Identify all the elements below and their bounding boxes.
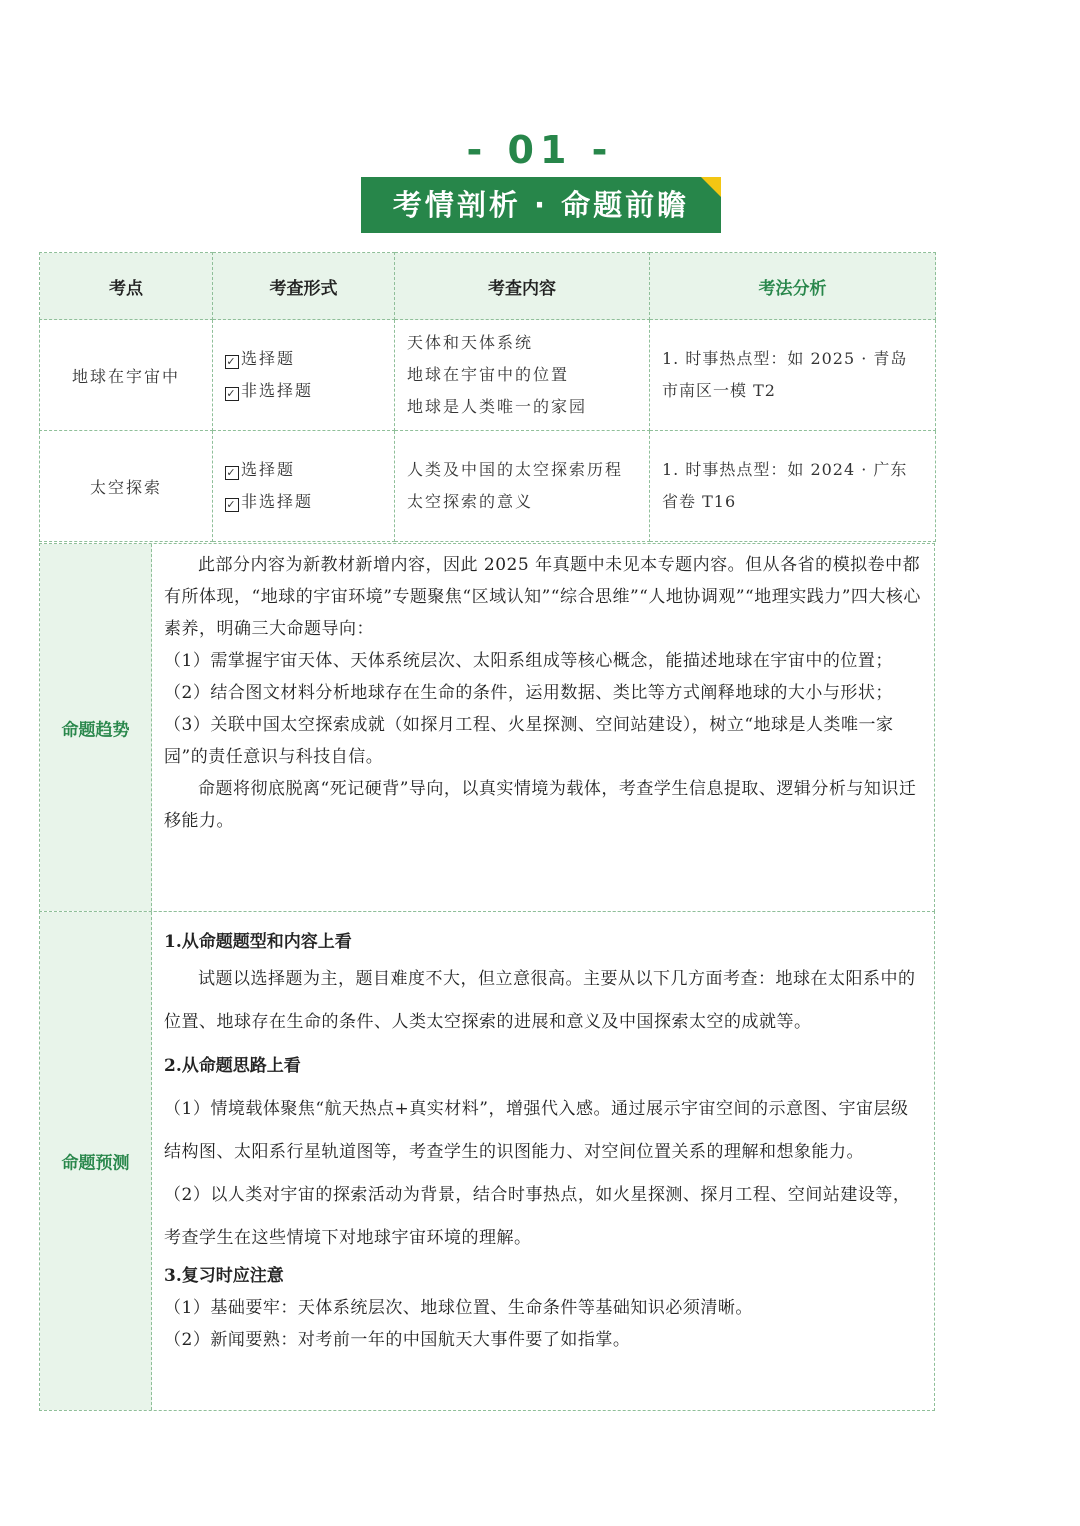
analysis-text: 1. 时事热点型：如 2024 · 广东省卷 T16 [662, 460, 908, 511]
checked-box-icon: ✓ [226, 498, 238, 511]
section-number: - 01 - [466, 128, 614, 172]
form-item: ✓ 选择题 [226, 349, 296, 368]
header-analysis: 考法分析 [650, 253, 936, 320]
form-item: ✓ 选择题 [226, 460, 296, 479]
header-topic: 考点 [40, 253, 213, 320]
content-item: 天体和天体系统 [407, 333, 534, 352]
content-item: 地球是人类唯一的家园 [407, 397, 588, 416]
analysis-text: 1. 时事热点型：如 2025 · 青岛市南区一模 T2 [662, 349, 908, 400]
header-content: 考查内容 [395, 253, 650, 320]
forecast-section [39, 911, 935, 1411]
row-contents [395, 431, 650, 542]
row-forms [213, 320, 395, 431]
form-item: ✓ 非选择题 [226, 381, 314, 400]
forecast-paragraph: 试题以选择题为主，题目难度不大，但立意很高。主要从以下几方面考查：地球在太阳系中的位置、地球存在生命的条件、人类太空探索的进展和意义及中国探索太空的成就等。 [164, 969, 916, 1032]
forecast-paragraph: （2）新闻要熟：对考前一年的中国航天大事件要了如指掌。 [164, 1330, 631, 1350]
row-contents [395, 320, 650, 431]
forecast-label-cell [40, 912, 152, 1410]
content-item: 人类及中国的太空探索历程 [407, 460, 624, 479]
forecast-heading-3: 3.复习时应注意 [164, 1266, 284, 1286]
trend-item: （2）结合图文材料分析地球存在生命的条件，运用数据、类比等方式阐释地球的大小与形状； [164, 683, 893, 703]
content-item: 太空探索的意义 [407, 492, 534, 511]
forecast-paragraph: （2）以人类对宇宙的探索活动为背景，结合时事热点，如火星探测、探月工程、空间站建设等，考查学生在这些情境下对地球宇宙环境的理解。 [164, 1185, 911, 1248]
header-form: 考查形式 [213, 253, 395, 320]
row-analysis [650, 320, 936, 431]
forecast-body [164, 926, 922, 1356]
banner-corner-decoration [701, 177, 721, 197]
trend-intro: 此部分内容为新教材新增内容，因此 2025 年真题中未见本专题内容。但从各省的模拟卷中都有所体现，“地球的宇宙环境”专题聚焦“区域认知”“综合思维”“人地协调观”“地理实践力”四大核心素养，明确三大命题导向： [164, 555, 921, 639]
checked-box-icon: ✓ [226, 387, 238, 400]
trend-section [39, 543, 935, 912]
forecast-label: 命题预测 [61, 1153, 130, 1174]
trend-label-cell [40, 544, 152, 911]
content-item: 地球在宇宙中的位置 [407, 365, 570, 384]
trend-label: 命题趋势 [61, 720, 130, 740]
trend-item: （1）需掌握宇宙天体、天体系统层次、太阳系组成等核心概念，能描述地球在宇宙中的位置； [164, 651, 893, 671]
checked-box-icon: ✓ [226, 466, 238, 479]
exam-analysis-table [39, 252, 936, 542]
checked-box-icon: ✓ [226, 355, 238, 368]
table-row [40, 431, 936, 542]
form-item: ✓ 非选择题 [226, 492, 314, 511]
trend-body [164, 549, 922, 837]
forecast-heading-2: 2.从命题思路上看 [164, 1056, 301, 1076]
trend-item: （3）关联中国太空探索成就（如探月工程、火星探测、空间站建设），树立“地球是人类唯一家园”的责任意识与科技自信。 [164, 715, 894, 767]
row-forms [213, 431, 395, 542]
section-title: 考情剖析 · 命题前瞻 [392, 188, 690, 222]
trend-conclusion: 命题将彻底脱离“死记硬背”导向，以真实情境为载体，考查学生信息提取、逻辑分析与知识迁移能力。 [164, 779, 917, 831]
section-title-banner [361, 177, 721, 233]
table-row [40, 320, 936, 431]
table-header-row [40, 253, 936, 320]
forecast-heading-1: 1.从命题题型和内容上看 [164, 932, 352, 952]
forecast-paragraph: （1）基础要牢：天体系统层次、地球位置、生命条件等基础知识必须清晰。 [164, 1298, 753, 1318]
row-topic: 地球在宇宙中 [40, 320, 213, 431]
row-analysis [650, 431, 936, 542]
row-topic: 太空探索 [40, 431, 213, 542]
forecast-paragraph: （1）情境载体聚焦“航天热点+真实材料”，增强代入感。通过展示宇宙空间的示意图、宇宙层级结构图、太阳系行星轨道图等，考查学生的识图能力、对空间位置关系的理解和想象能力。 [164, 1099, 909, 1162]
